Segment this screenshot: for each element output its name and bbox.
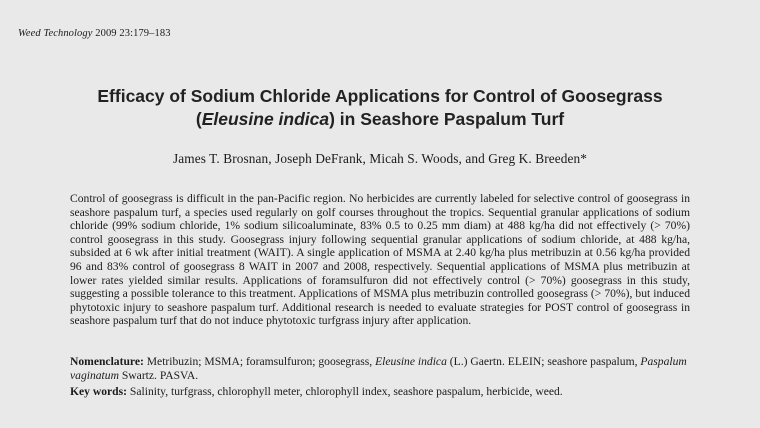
title-line-1: Efficacy of Sodium Chloride Applications for Control of Goosegrass xyxy=(97,86,663,106)
journal-issue: 2009 23:179–183 xyxy=(95,28,171,39)
nomenclature-text-c: Swartz. PASVA. xyxy=(121,368,199,382)
title-line-2: ) in Seashore Paspalum Turf xyxy=(329,109,565,129)
nomenclature xyxy=(70,355,690,382)
keywords xyxy=(70,385,690,399)
nomenclature-text-b: (L.) Gaertn. ELEIN; seashore paspalum, xyxy=(449,355,638,368)
author-list: James T. Brosnan, Joseph DeFrank, Micah S. Woods, and Greg K. Breeden* xyxy=(172,151,587,166)
title-open-paren: ( xyxy=(195,109,202,129)
abstract-text: Control of goosegrass is difficult in the pan-Pacific region. No herbicides are currently labeled for selective control of goosegrass in seashore paspalum turf, a species used regularly on golf courses throughout the tropics. Sequential granular applications of sodium chloride (99% sodium chloride, 1% sodium silicoaluminate, 83% 0.5 to 0.25 mm diam) at 488 kg/ha did not effectively (> 70%) control goosegrass in this study. Goosegrass injury following sequential granular applications of sodium chloride, at 488 kg/ha, subsided at 6 wk after initial treatment (WAIT). A single application of MSMA at 2.40 kg/ha plus metribuzin at 0.56 kg/ha provided 96 and 83% control of goosegrass 8 WAIT in 2007 and 2008, respectively. Sequential applications of MSMA plus metribuzin at lower rates yielded similar results. Applications of foramsulfuron did not effectively control (> 70%) goosegrass in this study, suggesting a possible tolerance to this treatment. Applications of MSMA plus metribuzin controlled goosegrass (> 70%), but induced phytotoxic injury to seashore paspalum turf. Additional research is needed to evaluate strategies for POST control of goosegrass in seashore paspalum turf that do not induce phytotoxic turfgrass injury after application. xyxy=(70,192,690,328)
journal-citation xyxy=(18,28,171,39)
nomenclature-species-b: Paspalum vaginatum xyxy=(70,355,687,382)
title-species: Eleusine indica xyxy=(201,109,330,129)
keywords-text: Salinity, turfgrass, chlorophyll meter, chlorophyll index, seashore paspalum, herbicide, weed. xyxy=(129,385,563,398)
keywords-label: Key words: xyxy=(70,385,127,398)
journal-name: Weed Technology xyxy=(18,28,93,39)
nomenclature-label: Nomenclature: xyxy=(70,355,144,368)
paper-title xyxy=(40,85,720,131)
nomenclature-text-a: Metribuzin; MSMA; foramsulfuron; goosegrass, xyxy=(146,355,373,368)
nomenclature-species-a: Eleusine indica xyxy=(375,355,447,368)
